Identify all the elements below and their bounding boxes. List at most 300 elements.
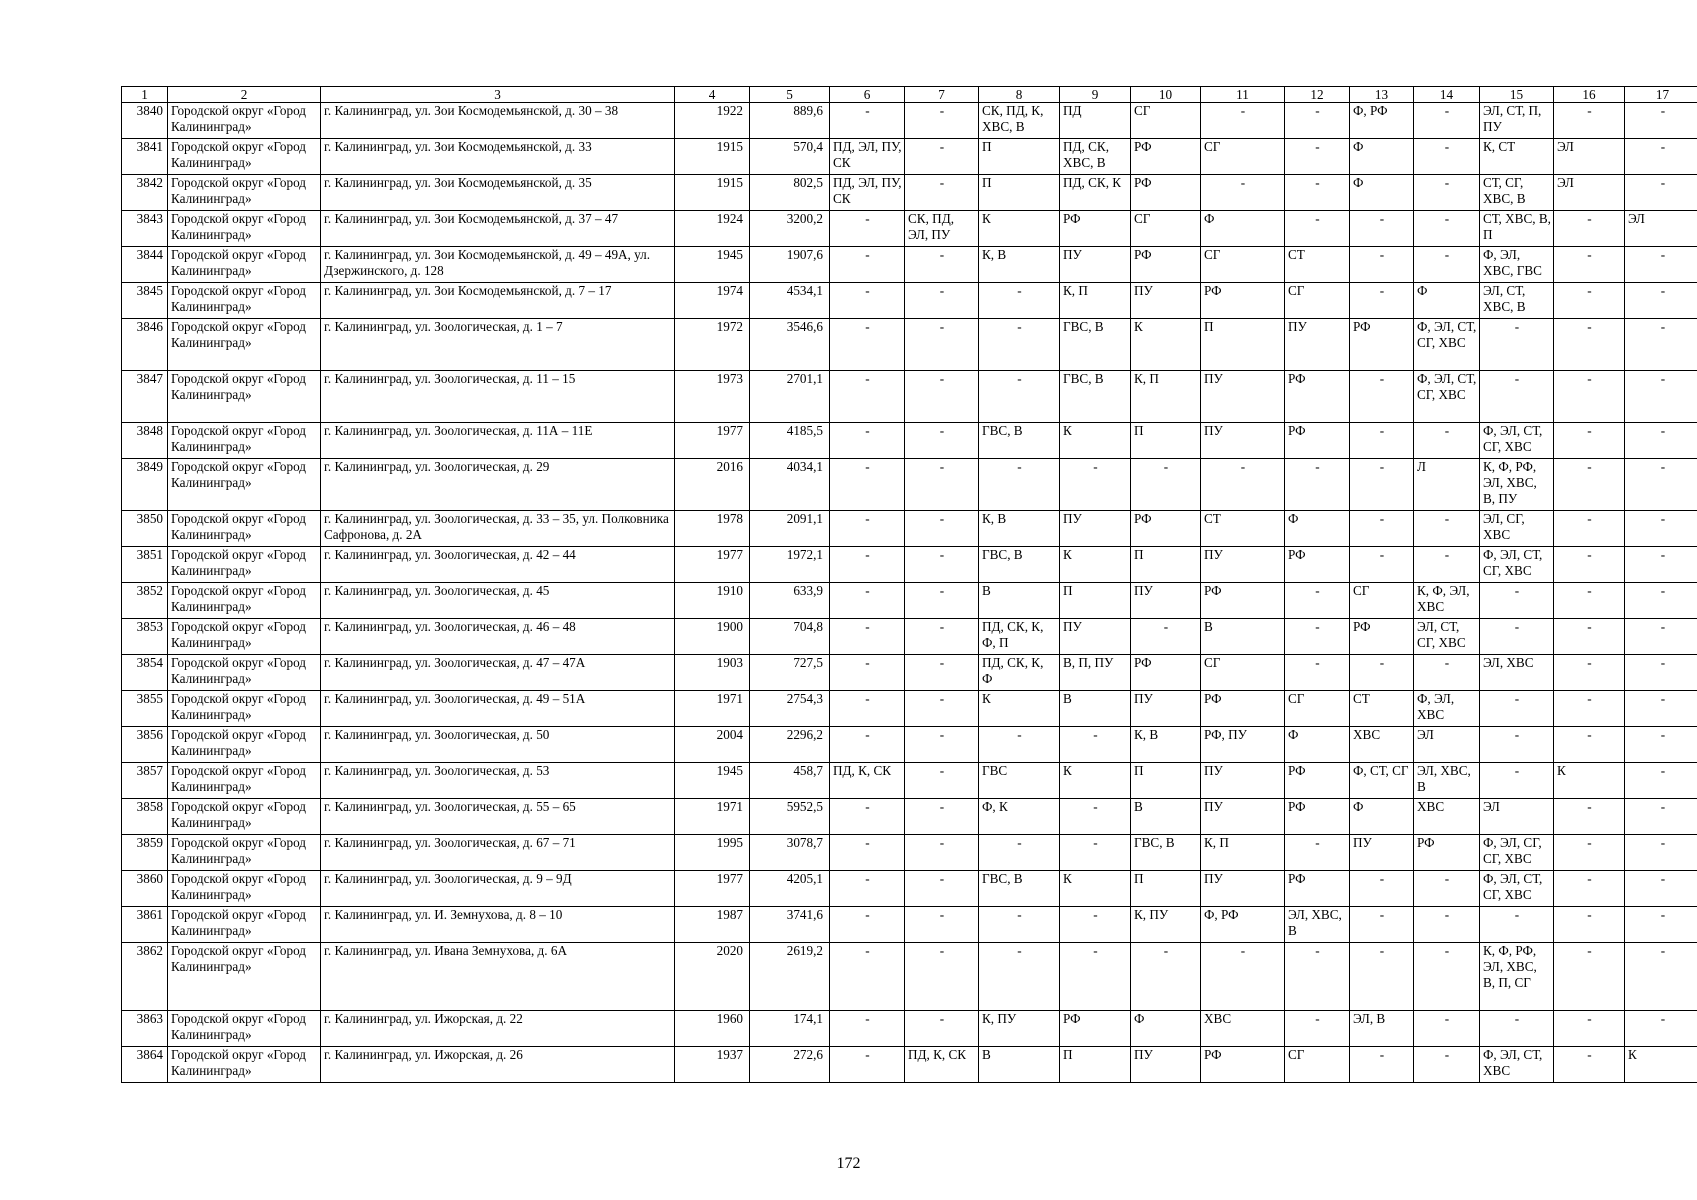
table-cell-col-9: - <box>1060 943 1131 1011</box>
table-cell-col-5: 2754,3 <box>750 691 830 727</box>
table-cell-col-17: - <box>1625 655 1697 691</box>
column-header-9: 9 <box>1060 87 1131 103</box>
row-number-cell: 3847 <box>122 371 168 423</box>
table-cell-col-16: - <box>1554 727 1625 763</box>
table-cell-col-16: - <box>1554 943 1625 1011</box>
table-cell-col-12: - <box>1285 1011 1350 1047</box>
table-cell-col-17: - <box>1625 727 1697 763</box>
table-cell-col-13: ЭЛ, В <box>1350 1011 1414 1047</box>
column-header-4: 4 <box>675 87 750 103</box>
row-number-cell: 3846 <box>122 319 168 371</box>
table-cell-col-10: ПУ <box>1131 691 1201 727</box>
table-cell-col-14: - <box>1414 247 1480 283</box>
table-cell-col-3: г. Калининград, ул. Зоологическая, д. 33 – 35, ул. Полковника Сафронова, д. 2А <box>321 511 675 547</box>
table-cell-col-7: - <box>905 247 979 283</box>
table-cell-col-11: ПУ <box>1201 547 1285 583</box>
table-cell-col-9: ПУ <box>1060 511 1131 547</box>
table-cell-col-12: РФ <box>1285 871 1350 907</box>
table-cell-col-13: - <box>1350 655 1414 691</box>
table-cell-col-6: - <box>830 655 905 691</box>
table-cell-col-9: ПУ <box>1060 247 1131 283</box>
table-cell-col-8: ПД, СК, К, Ф, П <box>979 619 1060 655</box>
table-cell-col-3: г. Калининград, ул. Ижорская, д. 22 <box>321 1011 675 1047</box>
table-cell-col-5: 570,4 <box>750 139 830 175</box>
table-cell-col-5: 2296,2 <box>750 727 830 763</box>
table-cell-col-9: К <box>1060 423 1131 459</box>
table-cell-col-11: ХВС <box>1201 1011 1285 1047</box>
table-cell-col-8: Ф, К <box>979 799 1060 835</box>
table-cell-col-9: - <box>1060 835 1131 871</box>
table-cell-col-15: Ф, ЭЛ, СТ, СГ, ХВС <box>1480 547 1554 583</box>
page-number: 172 <box>836 1155 861 1172</box>
table-cell-col-5: 2701,1 <box>750 371 830 423</box>
table-cell-col-2: Городской округ «Город Калининград» <box>168 175 321 211</box>
table-cell-col-6: - <box>830 423 905 459</box>
table-cell-col-16: - <box>1554 907 1625 943</box>
column-header-2: 2 <box>168 87 321 103</box>
table-cell-col-16: - <box>1554 655 1625 691</box>
table-cell-col-15: - <box>1480 727 1554 763</box>
table-cell-col-4: 1977 <box>675 423 750 459</box>
table-cell-col-5: 2619,2 <box>750 943 830 1011</box>
table-cell-col-6: ПД, ЭЛ, ПУ, СК <box>830 175 905 211</box>
table-cell-col-6: - <box>830 943 905 1011</box>
table-cell-col-4: 1924 <box>675 211 750 247</box>
table-cell-col-7: - <box>905 907 979 943</box>
table-body <box>122 87 1697 1083</box>
table-cell-col-7: - <box>905 319 979 371</box>
table-cell-col-15: - <box>1480 763 1554 799</box>
table-cell-col-8: К, В <box>979 247 1060 283</box>
column-header-14: 14 <box>1414 87 1480 103</box>
table-cell-col-3: г. Калининград, ул. Зоологическая, д. 47 – 47А <box>321 655 675 691</box>
table-cell-col-5: 4034,1 <box>750 459 830 511</box>
table-cell-col-12: - <box>1285 139 1350 175</box>
table-cell-col-6: ПД, ЭЛ, ПУ, СК <box>830 139 905 175</box>
table-cell-col-7: - <box>905 763 979 799</box>
table-cell-col-17: - <box>1625 319 1697 371</box>
table-cell-col-17: - <box>1625 283 1697 319</box>
table-cell-col-5: 4534,1 <box>750 283 830 319</box>
table-cell-col-10: Ф <box>1131 1011 1201 1047</box>
table-cell-col-17: - <box>1625 371 1697 423</box>
table-cell-col-15: ЭЛ, ХВС <box>1480 655 1554 691</box>
table-cell-col-6: - <box>830 727 905 763</box>
table-cell-col-12: - <box>1285 943 1350 1011</box>
table-cell-col-8: К, ПУ <box>979 1011 1060 1047</box>
table-cell-col-11: ПУ <box>1201 871 1285 907</box>
table-cell-col-5: 3078,7 <box>750 835 830 871</box>
table-cell-col-8: В <box>979 583 1060 619</box>
table-cell-col-11: РФ <box>1201 583 1285 619</box>
table-cell-col-16: - <box>1554 799 1625 835</box>
table-cell-col-12: ПУ <box>1285 319 1350 371</box>
row-number-cell: 3849 <box>122 459 168 511</box>
table-cell-col-4: 2004 <box>675 727 750 763</box>
table-cell-col-10: - <box>1131 459 1201 511</box>
table-cell-col-15: - <box>1480 691 1554 727</box>
table-cell-col-4: 1960 <box>675 1011 750 1047</box>
table-cell-col-2: Городской округ «Город Калининград» <box>168 1047 321 1083</box>
table-cell-col-14: - <box>1414 871 1480 907</box>
table-cell-col-9: ПД, СК, К <box>1060 175 1131 211</box>
table-cell-col-14: - <box>1414 1047 1480 1083</box>
table-cell-col-13: - <box>1350 907 1414 943</box>
table-cell-col-17: - <box>1625 907 1697 943</box>
row-number-cell: 3854 <box>122 655 168 691</box>
table-cell-col-12: РФ <box>1285 423 1350 459</box>
column-header-8: 8 <box>979 87 1060 103</box>
row-number-cell: 3858 <box>122 799 168 835</box>
column-header-6: 6 <box>830 87 905 103</box>
table-cell-col-9: РФ <box>1060 1011 1131 1047</box>
table-cell-col-7: - <box>905 871 979 907</box>
table-cell-col-16: К <box>1554 763 1625 799</box>
table-cell-col-17: - <box>1625 423 1697 459</box>
table-cell-col-14: Ф, ЭЛ, СТ, СГ, ХВС <box>1414 371 1480 423</box>
row-number-cell: 3845 <box>122 283 168 319</box>
table-cell-col-6: - <box>830 547 905 583</box>
table-cell-col-6: - <box>830 619 905 655</box>
table-cell-col-8: - <box>979 283 1060 319</box>
table-cell-col-2: Городской округ «Город Калининград» <box>168 907 321 943</box>
table-cell-col-9: К <box>1060 871 1131 907</box>
table-cell-col-14: Ф, ЭЛ, ХВС <box>1414 691 1480 727</box>
table-cell-col-11: ПУ <box>1201 371 1285 423</box>
table-cell-col-10: К, П <box>1131 371 1201 423</box>
table-cell-col-7: - <box>905 1011 979 1047</box>
table-cell-col-7: - <box>905 283 979 319</box>
table-cell-col-11: СГ <box>1201 655 1285 691</box>
table-row <box>122 1011 1697 1047</box>
table-cell-col-14: - <box>1414 423 1480 459</box>
table-cell-col-2: Городской округ «Город Калининград» <box>168 547 321 583</box>
table-row <box>122 871 1697 907</box>
table-cell-col-2: Городской округ «Город Калининград» <box>168 423 321 459</box>
table-cell-col-14: - <box>1414 1011 1480 1047</box>
table-cell-col-10: К <box>1131 319 1201 371</box>
table-cell-col-6: - <box>830 1011 905 1047</box>
table-cell-col-12: РФ <box>1285 371 1350 423</box>
table-cell-col-8: В <box>979 1047 1060 1083</box>
table-cell-col-2: Городской округ «Город Калининград» <box>168 103 321 139</box>
column-header-16: 16 <box>1554 87 1625 103</box>
table-cell-col-4: 1915 <box>675 175 750 211</box>
table-cell-col-7: - <box>905 371 979 423</box>
table-cell-col-5: 1972,1 <box>750 547 830 583</box>
table-row <box>122 319 1697 371</box>
table-cell-col-4: 1978 <box>675 511 750 547</box>
table-cell-col-11: РФ <box>1201 283 1285 319</box>
table-cell-col-2: Городской округ «Город Калининград» <box>168 371 321 423</box>
table-cell-col-3: г. Калининград, ул. Зоологическая, д. 67 – 71 <box>321 835 675 871</box>
table-cell-col-9: К <box>1060 547 1131 583</box>
table-cell-col-12: - <box>1285 459 1350 511</box>
table-cell-col-3: г. Калининград, ул. Зои Космодемьянской, д. 37 – 47 <box>321 211 675 247</box>
table-cell-col-5: 727,5 <box>750 655 830 691</box>
table-cell-col-14: - <box>1414 175 1480 211</box>
table-cell-col-3: г. Калининград, ул. И. Земнухова, д. 8 – 10 <box>321 907 675 943</box>
row-number-cell: 3862 <box>122 943 168 1011</box>
table-cell-col-10: П <box>1131 763 1201 799</box>
row-number-cell: 3851 <box>122 547 168 583</box>
table-cell-col-8: П <box>979 139 1060 175</box>
row-number-cell: 3843 <box>122 211 168 247</box>
table-cell-col-9: В, П, ПУ <box>1060 655 1131 691</box>
table-cell-col-11: СГ <box>1201 247 1285 283</box>
row-number-cell: 3850 <box>122 511 168 547</box>
table-cell-col-6: - <box>830 1047 905 1083</box>
table-cell-col-7: - <box>905 619 979 655</box>
table-cell-col-14: Ф <box>1414 283 1480 319</box>
table-cell-col-17: - <box>1625 139 1697 175</box>
table-cell-col-17: ЭЛ <box>1625 211 1697 247</box>
table-cell-col-2: Городской округ «Город Калининград» <box>168 459 321 511</box>
table-cell-col-13: - <box>1350 371 1414 423</box>
table-cell-col-11: - <box>1201 175 1285 211</box>
table-cell-col-9: - <box>1060 727 1131 763</box>
table-cell-col-17: - <box>1625 547 1697 583</box>
table-cell-col-13: - <box>1350 871 1414 907</box>
table-cell-col-14: ЭЛ, СТ, СГ, ХВС <box>1414 619 1480 655</box>
table-cell-col-7: - <box>905 799 979 835</box>
table-cell-col-8: ГВС, В <box>979 423 1060 459</box>
table-cell-col-11: Ф, РФ <box>1201 907 1285 943</box>
table-row <box>122 763 1697 799</box>
column-header-13: 13 <box>1350 87 1414 103</box>
table-cell-col-4: 1910 <box>675 583 750 619</box>
table-cell-col-16: - <box>1554 835 1625 871</box>
table-cell-col-8: П <box>979 175 1060 211</box>
table-cell-col-17: - <box>1625 459 1697 511</box>
table-cell-col-12: - <box>1285 835 1350 871</box>
table-cell-col-16: - <box>1554 319 1625 371</box>
table-cell-col-10: - <box>1131 619 1201 655</box>
table-cell-col-3: г. Калининград, ул. Зоологическая, д. 29 <box>321 459 675 511</box>
table-cell-col-9: - <box>1060 799 1131 835</box>
table-cell-col-9: ПУ <box>1060 619 1131 655</box>
table-cell-col-14: - <box>1414 943 1480 1011</box>
table-cell-col-5: 802,5 <box>750 175 830 211</box>
table-cell-col-14: Ф, ЭЛ, СТ, СГ, ХВС <box>1414 319 1480 371</box>
row-number-cell: 3853 <box>122 619 168 655</box>
row-number-cell: 3856 <box>122 727 168 763</box>
table-cell-col-13: РФ <box>1350 319 1414 371</box>
table-cell-col-15: К, Ф, РФ, ЭЛ, ХВС, В, ПУ <box>1480 459 1554 511</box>
table-cell-col-8: ГВС <box>979 763 1060 799</box>
table-cell-col-6: - <box>830 799 905 835</box>
table-cell-col-16: - <box>1554 211 1625 247</box>
table-cell-col-4: 1971 <box>675 691 750 727</box>
table-cell-col-12: - <box>1285 655 1350 691</box>
table-cell-col-16: - <box>1554 871 1625 907</box>
table-cell-col-5: 272,6 <box>750 1047 830 1083</box>
table-cell-col-8: К <box>979 691 1060 727</box>
table-cell-col-2: Городской округ «Город Калининград» <box>168 319 321 371</box>
table-row <box>122 459 1697 511</box>
table-cell-col-5: 1907,6 <box>750 247 830 283</box>
table-cell-col-14: - <box>1414 547 1480 583</box>
table-cell-col-3: г. Калининград, ул. Ивана Земнухова, д. 6А <box>321 943 675 1011</box>
table-cell-col-14: ХВС <box>1414 799 1480 835</box>
table-cell-col-5: 3546,6 <box>750 319 830 371</box>
table-cell-col-11: - <box>1201 103 1285 139</box>
table-row <box>122 371 1697 423</box>
table-cell-col-15: ЭЛ, СТ, П, ПУ <box>1480 103 1554 139</box>
table-cell-col-2: Городской округ «Город Калининград» <box>168 871 321 907</box>
table-cell-col-6: - <box>830 835 905 871</box>
row-number-cell: 3841 <box>122 139 168 175</box>
table-cell-col-14: ЭЛ, ХВС, В <box>1414 763 1480 799</box>
table-cell-col-13: - <box>1350 943 1414 1011</box>
table-cell-col-17: - <box>1625 871 1697 907</box>
row-number-cell: 3844 <box>122 247 168 283</box>
table-cell-col-17: К <box>1625 1047 1697 1083</box>
table-cell-col-4: 1945 <box>675 247 750 283</box>
table-cell-col-14: - <box>1414 655 1480 691</box>
table-cell-col-11: - <box>1201 943 1285 1011</box>
table-cell-col-10: В <box>1131 799 1201 835</box>
table-cell-col-12: РФ <box>1285 799 1350 835</box>
table-cell-col-13: РФ <box>1350 619 1414 655</box>
table-cell-col-6: - <box>830 459 905 511</box>
table-cell-col-8: - <box>979 907 1060 943</box>
table-cell-col-11: РФ <box>1201 691 1285 727</box>
table-cell-col-5: 704,8 <box>750 619 830 655</box>
table-cell-col-6: - <box>830 691 905 727</box>
table-cell-col-12: СГ <box>1285 283 1350 319</box>
table-cell-col-5: 4205,1 <box>750 871 830 907</box>
table-cell-col-3: г. Калининград, ул. Зоологическая, д. 42 – 44 <box>321 547 675 583</box>
table-cell-col-15: Ф, ЭЛ, СТ, ХВС <box>1480 1047 1554 1083</box>
table-cell-col-3: г. Калининград, ул. Зои Космодемьянской, д. 30 – 38 <box>321 103 675 139</box>
table-cell-col-6: - <box>830 583 905 619</box>
row-number-cell: 3855 <box>122 691 168 727</box>
column-header-5: 5 <box>750 87 830 103</box>
table-cell-col-3: г. Калининград, ул. Зои Космодемьянской, д. 49 – 49А, ул. Дзержинского, д. 128 <box>321 247 675 283</box>
table-cell-col-8: К <box>979 211 1060 247</box>
table-cell-col-10: РФ <box>1131 139 1201 175</box>
table-cell-col-4: 1900 <box>675 619 750 655</box>
table-cell-col-15: Ф, ЭЛ, СТ, СГ, ХВС <box>1480 423 1554 459</box>
table-cell-col-13: СГ <box>1350 583 1414 619</box>
table-cell-col-10: П <box>1131 547 1201 583</box>
table-cell-col-12: - <box>1285 103 1350 139</box>
table-cell-col-2: Городской округ «Город Калининград» <box>168 211 321 247</box>
table-cell-col-15: К, СТ <box>1480 139 1554 175</box>
column-header-17: 17 <box>1625 87 1697 103</box>
table-cell-col-3: г. Калининград, ул. Зои Космодемьянской, д. 7 – 17 <box>321 283 675 319</box>
table-row <box>122 547 1697 583</box>
table-cell-col-13: - <box>1350 511 1414 547</box>
table-cell-col-7: - <box>905 943 979 1011</box>
table-cell-col-5: 174,1 <box>750 1011 830 1047</box>
table-cell-col-10: П <box>1131 423 1201 459</box>
row-number-cell: 3863 <box>122 1011 168 1047</box>
table-cell-col-14: - <box>1414 139 1480 175</box>
table-cell-col-11: П <box>1201 319 1285 371</box>
table-cell-col-4: 1973 <box>675 371 750 423</box>
table-cell-col-10: РФ <box>1131 655 1201 691</box>
table-cell-col-16: - <box>1554 247 1625 283</box>
table-cell-col-13: - <box>1350 423 1414 459</box>
table-cell-col-11: РФ <box>1201 1047 1285 1083</box>
row-number-cell: 3861 <box>122 907 168 943</box>
table-cell-col-16: - <box>1554 1047 1625 1083</box>
table-cell-col-15: ЭЛ, СТ, ХВС, В <box>1480 283 1554 319</box>
table-cell-col-15: Ф, ЭЛ, ХВС, ГВС <box>1480 247 1554 283</box>
table-cell-col-16: - <box>1554 691 1625 727</box>
table-row <box>122 511 1697 547</box>
table-row <box>122 835 1697 871</box>
table-cell-col-9: П <box>1060 1047 1131 1083</box>
table-cell-col-17: - <box>1625 103 1697 139</box>
table-cell-col-4: 1937 <box>675 1047 750 1083</box>
row-number-cell: 3860 <box>122 871 168 907</box>
table-cell-col-5: 458,7 <box>750 763 830 799</box>
table-cell-col-2: Городской округ «Город Калининград» <box>168 691 321 727</box>
table-cell-col-7: - <box>905 459 979 511</box>
table-cell-col-9: ПД, СК, ХВС, В <box>1060 139 1131 175</box>
table-cell-col-2: Городской округ «Город Калининград» <box>168 583 321 619</box>
table-cell-col-13: Ф <box>1350 139 1414 175</box>
table-cell-col-14: - <box>1414 211 1480 247</box>
table-cell-col-4: 1945 <box>675 763 750 799</box>
table-row <box>122 247 1697 283</box>
table-cell-col-13: - <box>1350 211 1414 247</box>
table-cell-col-4: 2020 <box>675 943 750 1011</box>
table-cell-col-15: ЭЛ <box>1480 799 1554 835</box>
table-row <box>122 727 1697 763</box>
table-cell-col-3: г. Калининград, ул. Зоологическая, д. 46 – 48 <box>321 619 675 655</box>
table-cell-col-8: - <box>979 835 1060 871</box>
table-cell-col-13: СТ <box>1350 691 1414 727</box>
table-cell-col-14: К, Ф, ЭЛ, ХВС <box>1414 583 1480 619</box>
table-cell-col-13: - <box>1350 547 1414 583</box>
table-cell-col-8: ГВС, В <box>979 547 1060 583</box>
table-cell-col-16: - <box>1554 619 1625 655</box>
table-cell-col-17: - <box>1625 583 1697 619</box>
table-cell-col-17: - <box>1625 511 1697 547</box>
table-cell-col-10: РФ <box>1131 247 1201 283</box>
table-cell-col-10: К, В <box>1131 727 1201 763</box>
table-cell-col-3: г. Калининград, ул. Зои Космодемьянской, д. 35 <box>321 175 675 211</box>
table-cell-col-17: - <box>1625 799 1697 835</box>
table-cell-col-10: ПУ <box>1131 583 1201 619</box>
table-cell-col-7: - <box>905 175 979 211</box>
table-cell-col-12: СГ <box>1285 1047 1350 1083</box>
table-cell-col-13: Ф <box>1350 799 1414 835</box>
table-cell-col-17: - <box>1625 943 1697 1011</box>
table-row <box>122 211 1697 247</box>
table-cell-col-2: Городской округ «Город Калининград» <box>168 1011 321 1047</box>
header-row <box>122 87 1697 103</box>
table-cell-col-6: - <box>830 283 905 319</box>
table-cell-col-3: г. Калининград, ул. Зоологическая, д. 11 – 15 <box>321 371 675 423</box>
table-cell-col-2: Городской округ «Город Калининград» <box>168 763 321 799</box>
table-cell-col-15: ЭЛ, СГ, ХВС <box>1480 511 1554 547</box>
table-cell-col-11: К, П <box>1201 835 1285 871</box>
table-cell-col-17: - <box>1625 247 1697 283</box>
table-cell-col-9: РФ <box>1060 211 1131 247</box>
table-cell-col-3: г. Калининград, ул. Зоологическая, д. 11А – 11Е <box>321 423 675 459</box>
table-cell-col-15: К, Ф, РФ, ЭЛ, ХВС, В, П, СГ <box>1480 943 1554 1011</box>
table-cell-col-8: - <box>979 943 1060 1011</box>
table-cell-col-16: - <box>1554 511 1625 547</box>
table-cell-col-13: Ф <box>1350 175 1414 211</box>
table-cell-col-12: - <box>1285 583 1350 619</box>
table-cell-col-16: - <box>1554 423 1625 459</box>
